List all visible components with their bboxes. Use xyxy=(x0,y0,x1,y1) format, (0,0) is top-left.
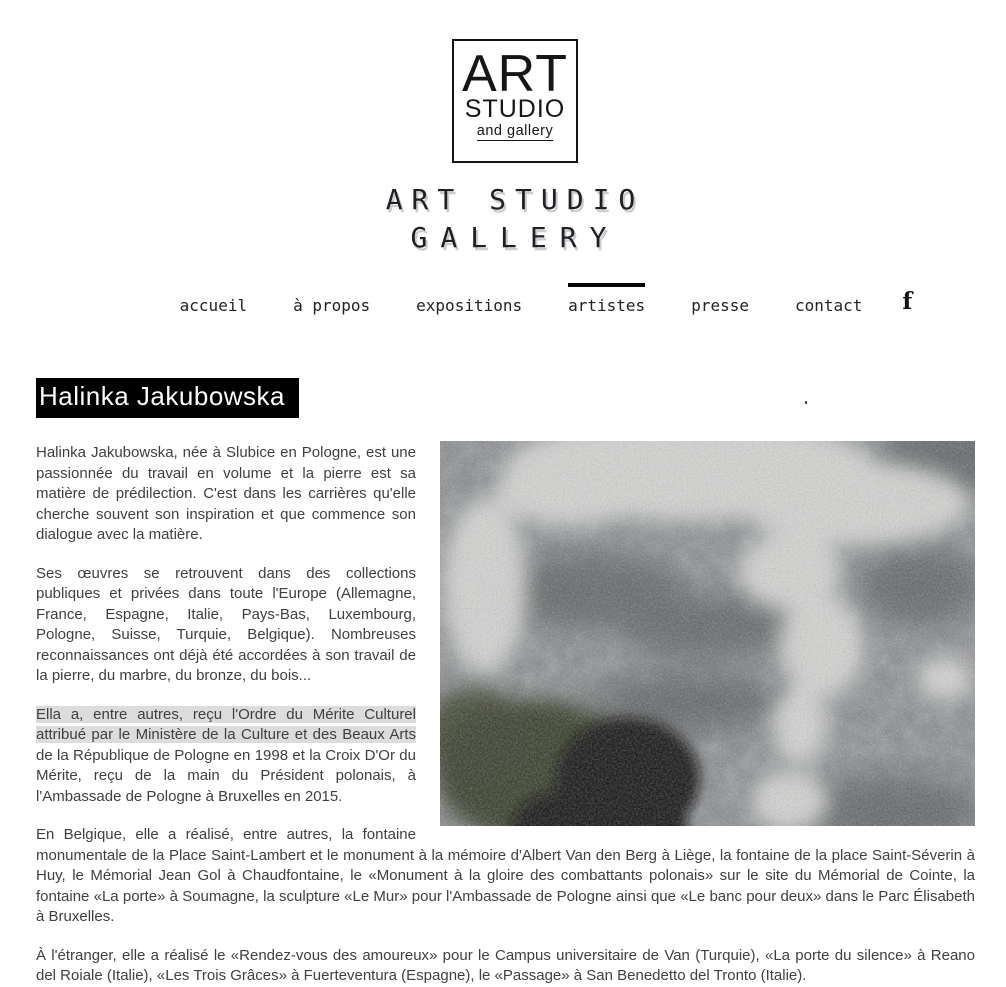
nav-item-contact[interactable]: contact xyxy=(794,296,863,315)
nav-item-artistes[interactable]: artistes xyxy=(568,283,645,314)
site-title xyxy=(12,181,1006,257)
nav-item-a-propos[interactable]: à propos xyxy=(293,296,371,315)
site-title-line-2: GALLERY xyxy=(410,221,620,254)
site-logo[interactable] xyxy=(452,39,578,163)
bio-paragraph-2: Ses œuvres se retrouvent dans des collections publiques et privées dans toute l'Europe (Allemagne, France, Espagne, Italie, Pays-Bas, Luxembourg, Pologne, Suisse, Turquie, Belgique). Nombreuses reconnaissances ont déjà été accordées à son travail de la pierre, du marbre, du bronze, du bois... xyxy=(36,564,416,684)
site-header xyxy=(12,0,1006,314)
page-title: Halinka Jakubowska xyxy=(36,378,299,418)
bio-paragraph-1: Halinka Jakubowska, née à Slubice en Pologne, est une passionnée du travail en volume et la pierre est sa matière de prédilection. C'est dans les carrières qu'elle cherche souvent son inspiration et que commence son dialogue avec la matière. xyxy=(36,444,416,543)
site-title-line-1: ART STUDIO xyxy=(385,183,645,216)
artist-page xyxy=(36,378,975,987)
nav-item-presse[interactable]: presse xyxy=(691,296,749,315)
facebook-icon[interactable]: f xyxy=(902,288,913,315)
logo-text-art: ART xyxy=(461,45,569,103)
nav-item-accueil[interactable]: accueil xyxy=(179,296,248,315)
main-nav xyxy=(43,283,1006,314)
logo-text-and-gallery: and gallery xyxy=(476,122,554,139)
bio-paragraph-3-highlight: Ella a, entre autres, reçu l'Ordre du Mérite Culturel attribué par le Ministère de la Culture et des Beaux Arts xyxy=(36,705,416,743)
bio-paragraph-5: À l'étranger, elle a réalisé le «Rendez-vous des amoureux» pour le Campus universitaire de Van (Turquie), «La porte du silence» à Reano del Roiale (Italie), «Les Trois Grâces» à Fuerteventura (Espagne), le «Passage» à San Benedetto del Tronto (Italie). xyxy=(36,946,975,984)
bio-paragraph-3-rest: de la République de Pologne en 1998 et la Croix D'Or du Mérite, reçu de la main du Président polonais, à l'Ambassade de Pologne à Bruxelles en 2015. xyxy=(36,746,416,805)
stray-dot xyxy=(805,401,807,404)
logo-text-studio: STUDIO xyxy=(464,94,566,123)
artist-bio xyxy=(36,418,975,987)
nav-item-expositions[interactable]: expositions xyxy=(416,296,523,315)
bio-paragraph-4: En Belgique, elle a réalisé, entre autres, la fontaine monumentale de la Place Saint-Lambert et le monument à la mémoire d'Albert Van den Berg à Liège, la fontaine de la place Saint-Séverin à Huy, le Mémorial Jean Gol à Chaudfontaine, le «Monument à la gloire des combattants polonais» sur le site du Mémorial de Cointe, la fontaine «La porte» à Soumagne, la sculpture «Le Mur» pour l'Ambassade de Pologne ainsi que «Le banc pour deux» dans le Parc Élisabeth à Bruxelles. xyxy=(36,826,975,925)
stone-texture-image xyxy=(440,441,975,826)
